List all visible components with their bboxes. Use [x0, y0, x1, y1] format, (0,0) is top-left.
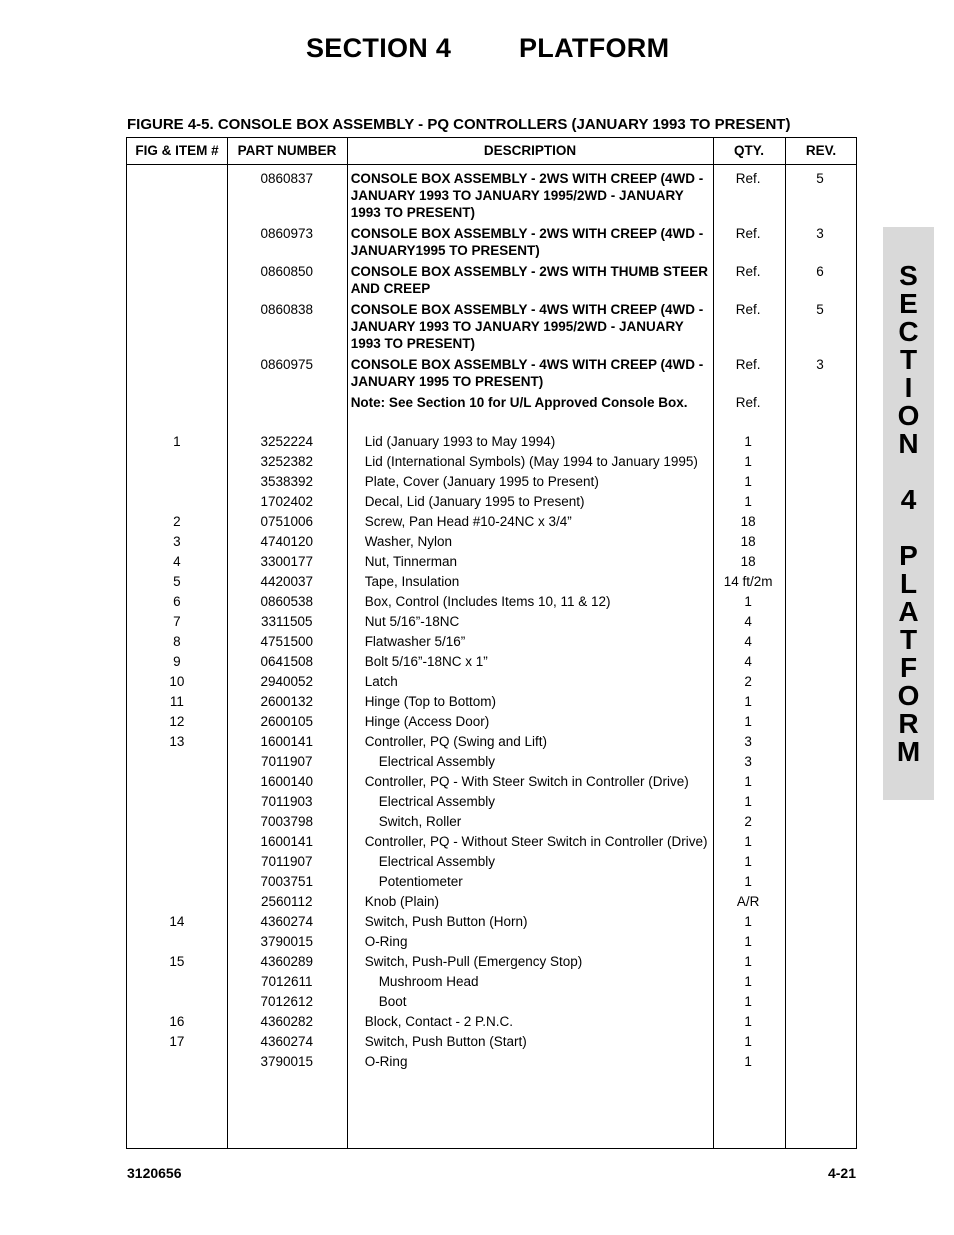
side-tab-letters [883, 227, 934, 766]
fig-item-cell: 16 [169, 1014, 185, 1029]
fig-item-cell: 1 [173, 434, 181, 449]
rev-cell: 3 [816, 357, 824, 372]
fig-item-cell [127, 773, 227, 790]
part-number-cell [227, 394, 347, 411]
rev-cell: 6 [816, 264, 824, 279]
part-number-cell: 0860850 [260, 264, 314, 279]
part-number-cell: 7012611 [260, 974, 313, 989]
qty-cell: 1 [744, 954, 752, 969]
fig-item-cell [127, 225, 227, 259]
qty-cell: 1 [744, 694, 752, 709]
section-side-tab [883, 227, 934, 800]
description-cell: Note: See Section 10 for U/L Approved Console Box. [350, 395, 688, 410]
fig-item-cell [127, 493, 227, 510]
fig-item-cell [127, 170, 227, 221]
description-cell: Electrical Assembly [378, 754, 495, 769]
qty-cell: 18 [740, 554, 756, 569]
part-number-cell: 4360282 [260, 1014, 314, 1029]
rev-cell [784, 653, 856, 670]
side-tab-letter: T [899, 624, 918, 655]
qty-cell: 18 [740, 514, 756, 529]
section-label: SECTION 4 [306, 33, 452, 63]
rev-cell [784, 993, 856, 1010]
side-tab-letter: M [896, 736, 921, 767]
section-name: PLATFORM [519, 33, 670, 63]
description-cell: Washer, Nylon [364, 534, 452, 549]
col-header-qty: QTY. [733, 143, 764, 158]
part-number-cell: 2940052 [260, 674, 314, 689]
description-cell: CONSOLE BOX ASSEMBLY - 4WS WITH CREEP (4WD - JANUARY 1993 TO JANUARY 1995/2WD - JANUARY 1993 TO PRESENT) [350, 302, 704, 351]
description-cell: Lid (International Symbols) (May 1994 to January 1995) [364, 454, 698, 469]
qty-cell: 2 [744, 674, 752, 689]
fig-item-cell [127, 473, 227, 490]
qty-cell: 1 [744, 1054, 752, 1069]
qty-cell: 18 [740, 534, 756, 549]
qty-cell: Ref. [735, 357, 761, 372]
side-tab-letter: 4 [900, 484, 917, 515]
side-tab-letter: P [899, 540, 918, 571]
part-number-cell: 0860538 [260, 594, 314, 609]
table-row [127, 301, 856, 352]
fig-item-cell: 3 [173, 534, 181, 549]
description-cell: Knob (Plain) [364, 894, 439, 909]
table-row [127, 973, 856, 990]
fig-item-cell [127, 873, 227, 890]
part-number-cell: 4360289 [260, 954, 314, 969]
description-cell: Nut 5/16”-18NC [364, 614, 460, 629]
description-cell: Nut, Tinnerman [364, 554, 457, 569]
rev-cell [784, 533, 856, 550]
page-number: 4-21 [827, 1165, 856, 1181]
part-number-cell: 0751006 [260, 514, 314, 529]
part-number-cell: 2600105 [260, 714, 314, 729]
part-number-cell: 0860973 [260, 226, 314, 241]
description-cell: O-Ring [364, 934, 408, 949]
qty-cell: 1 [744, 854, 752, 869]
qty-cell: 4 [744, 614, 752, 629]
fig-item-cell: 11 [169, 694, 184, 709]
table-row [127, 793, 856, 810]
part-number-cell: 0860838 [260, 302, 314, 317]
part-number-cell: 7012612 [260, 994, 314, 1009]
fig-item-cell [127, 973, 227, 990]
col-header-fig: FIG & ITEM # [135, 143, 219, 158]
qty-cell: 14 ft/2m [723, 574, 773, 589]
table-row [127, 356, 856, 390]
rev-cell [784, 953, 856, 970]
fig-item-cell: 13 [169, 734, 185, 749]
part-number-cell: 2600132 [260, 694, 314, 709]
qty-cell: 1 [744, 474, 752, 489]
description-cell: Plate, Cover (January 1995 to Present) [364, 474, 599, 489]
description-cell: Switch, Push Button (Horn) [364, 914, 528, 929]
fig-item-cell [127, 753, 227, 770]
section-title [306, 33, 670, 64]
table-row [127, 873, 856, 890]
rev-cell [784, 1053, 856, 1070]
side-tab-letter: I [904, 372, 913, 403]
fig-item-cell [127, 793, 227, 810]
table-body [127, 165, 856, 1070]
part-number-cell: 4360274 [260, 1034, 314, 1049]
table-row [127, 1013, 856, 1030]
fig-item-cell: 7 [173, 614, 181, 629]
description-cell: Box, Control (Includes Items 10, 11 & 12) [364, 594, 611, 609]
table-row [127, 263, 856, 297]
qty-cell: 1 [744, 974, 752, 989]
side-tab-letter: E [899, 288, 918, 319]
part-number-cell: 3311505 [260, 614, 313, 629]
table-row [127, 933, 856, 950]
qty-cell: 3 [744, 734, 752, 749]
side-tab-letter: A [898, 596, 919, 627]
rev-cell: 5 [816, 302, 824, 317]
table-row [127, 613, 856, 630]
rev-cell [784, 813, 856, 830]
description-cell: CONSOLE BOX ASSEMBLY - 4WS WITH CREEP (4WD - JANUARY 1995 TO PRESENT) [350, 357, 704, 389]
fig-item-cell: 15 [169, 954, 185, 969]
table-row [127, 893, 856, 910]
description-cell: Switch, Roller [378, 814, 462, 829]
part-number-cell: 0641508 [260, 654, 314, 669]
col-header-description: DESCRIPTION [483, 143, 577, 158]
side-tab-letter: F [899, 652, 918, 683]
rev-cell [784, 973, 856, 990]
table-row [127, 394, 856, 411]
table-row [127, 853, 856, 870]
fig-item-cell: 4 [173, 554, 181, 569]
qty-cell: Ref. [735, 264, 761, 279]
table-row [127, 453, 856, 470]
qty-cell: 1 [744, 714, 752, 729]
rev-cell [784, 713, 856, 730]
part-number-cell: 4751500 [260, 634, 314, 649]
table-row [127, 753, 856, 770]
fig-item-cell [127, 453, 227, 470]
fig-item-cell: 6 [173, 594, 181, 609]
description-cell: Decal, Lid (January 1995 to Present) [364, 494, 585, 509]
fig-item-cell [127, 1053, 227, 1070]
qty-cell: 1 [744, 494, 752, 509]
doc-number: 3120656 [127, 1165, 182, 1181]
qty-cell: 1 [744, 454, 752, 469]
table-row [127, 493, 856, 510]
side-tab-letter: S [899, 260, 918, 291]
fig-item-cell: 9 [173, 654, 181, 669]
description-cell: Switch, Push Button (Start) [364, 1034, 527, 1049]
part-number-cell: 3252382 [260, 454, 314, 469]
side-tab-letter: N [898, 428, 919, 459]
qty-cell: 1 [744, 914, 752, 929]
fig-item-cell: 2 [173, 514, 181, 529]
table-row [127, 473, 856, 490]
qty-cell: 1 [744, 934, 752, 949]
fig-item-cell: 12 [169, 714, 185, 729]
parts-table [126, 137, 857, 1149]
description-cell: Hinge (Access Door) [364, 714, 490, 729]
part-number-cell: 7011907 [260, 854, 313, 869]
qty-cell: 4 [744, 654, 752, 669]
rev-cell [784, 593, 856, 610]
rev-cell [784, 913, 856, 930]
part-number-cell: 2560112 [260, 894, 313, 909]
qty-cell: 4 [744, 634, 752, 649]
table-row [127, 993, 856, 1010]
table-row [127, 713, 856, 730]
description-cell: CONSOLE BOX ASSEMBLY - 2WS WITH THUMB STEER AND CREEP [350, 264, 708, 296]
rev-cell [784, 1033, 856, 1050]
fig-item-cell [127, 833, 227, 850]
table-row [127, 225, 856, 259]
description-cell: Electrical Assembly [378, 794, 495, 809]
part-number-cell: 0860837 [260, 171, 314, 186]
description-cell: Block, Contact - 2 P.N.C. [364, 1014, 513, 1029]
rev-cell [784, 573, 856, 590]
rev-cell [784, 513, 856, 530]
rev-cell [784, 613, 856, 630]
table-row [127, 593, 856, 610]
table-row [127, 513, 856, 530]
part-number-cell: 3300177 [260, 554, 314, 569]
side-tab-letter: O [897, 680, 920, 711]
side-tab-letter: L [899, 568, 918, 599]
rev-cell [784, 833, 856, 850]
side-tab-letter: O [897, 400, 920, 431]
table-row [127, 913, 856, 930]
table-row [127, 1053, 856, 1070]
fig-item-cell: 14 [169, 914, 185, 929]
table-row [127, 693, 856, 710]
rev-cell [784, 753, 856, 770]
rev-cell [784, 1013, 856, 1030]
part-number-cell: 4420037 [260, 574, 314, 589]
side-tab-letter: R [898, 708, 919, 739]
qty-cell: Ref. [735, 171, 761, 186]
description-cell: Potentiometer [378, 874, 463, 889]
description-cell: Lid (January 1993 to May 1994) [364, 434, 556, 449]
part-number-cell: 1600141 [260, 834, 314, 849]
rev-cell [784, 453, 856, 470]
rev-cell [784, 773, 856, 790]
table-row [127, 633, 856, 650]
rev-cell [784, 693, 856, 710]
rev-cell [784, 633, 856, 650]
qty-cell: 2 [744, 814, 752, 829]
rev-cell [784, 673, 856, 690]
rev-cell [784, 493, 856, 510]
qty-cell: A/R [736, 894, 760, 909]
description-cell: Controller, PQ (Swing and Lift) [364, 734, 548, 749]
table-row [127, 553, 856, 570]
side-tab-letter: C [898, 316, 919, 347]
qty-cell: 1 [744, 794, 752, 809]
fig-item-cell [127, 813, 227, 830]
fig-item-cell [127, 893, 227, 910]
table-row [127, 1033, 856, 1050]
table-row [127, 433, 856, 450]
fig-item-cell: 10 [169, 674, 185, 689]
description-cell: Electrical Assembly [378, 854, 495, 869]
fig-item-cell [127, 993, 227, 1010]
part-number-cell: 1600141 [260, 734, 314, 749]
fig-item-cell: 5 [173, 574, 181, 589]
description-cell: Screw, Pan Head #10-24NC x 3/4” [364, 514, 572, 529]
part-number-cell: 3252224 [260, 434, 314, 449]
description-cell: Switch, Push-Pull (Emergency Stop) [364, 954, 583, 969]
figure-title: FIGURE 4-5. CONSOLE BOX ASSEMBLY - PQ CONTROLLERS (JANUARY 1993 TO PRESENT) [127, 116, 791, 133]
table-row [127, 673, 856, 690]
table-row [127, 833, 856, 850]
table-row [127, 533, 856, 550]
description-cell: Controller, PQ - Without Steer Switch in Controller (Drive) [364, 834, 708, 849]
rev-cell: 5 [816, 171, 824, 186]
description-cell: Flatwasher 5/16” [364, 634, 466, 649]
table-row [127, 953, 856, 970]
rev-cell [784, 433, 856, 450]
qty-cell: 1 [744, 1034, 752, 1049]
qty-cell: 1 [744, 434, 752, 449]
rev-cell [784, 933, 856, 950]
part-number-cell: 7003798 [260, 814, 314, 829]
rev-cell [784, 733, 856, 750]
rev-cell [784, 893, 856, 910]
rev-cell [784, 553, 856, 570]
part-number-cell: 7011907 [260, 754, 313, 769]
fig-item-cell [127, 301, 227, 352]
part-number-cell: 4740120 [260, 534, 314, 549]
rev-cell [784, 394, 856, 411]
qty-cell: 1 [744, 994, 752, 1009]
rev-cell [784, 853, 856, 870]
qty-cell: Ref. [735, 302, 761, 317]
description-cell: Bolt 5/16”-18NC x 1” [364, 654, 488, 669]
fig-item-cell: 17 [169, 1034, 185, 1049]
part-number-cell: 3790015 [260, 1054, 314, 1069]
qty-cell: Ref. [735, 395, 761, 410]
side-tab-letter: T [899, 344, 918, 375]
part-number-cell: 1702402 [260, 494, 314, 509]
table-row [127, 813, 856, 830]
fig-item-cell [127, 263, 227, 297]
qty-cell: 3 [744, 754, 752, 769]
fig-item-cell: 8 [173, 634, 181, 649]
rev-cell: 3 [816, 226, 824, 241]
qty-cell: 1 [744, 774, 752, 789]
fig-item-cell [127, 356, 227, 390]
description-cell: CONSOLE BOX ASSEMBLY - 2WS WITH CREEP (4WD - JANUARY 1993 TO JANUARY 1995/2WD - JANUARY 1993 TO PRESENT) [350, 171, 704, 220]
table-row [127, 573, 856, 590]
fig-item-cell [127, 853, 227, 870]
part-number-cell: 4360274 [260, 914, 314, 929]
qty-cell: 1 [744, 1014, 752, 1029]
table-row [127, 733, 856, 750]
part-number-cell: 3538392 [260, 474, 314, 489]
part-number-cell: 3790015 [260, 934, 314, 949]
description-cell: Mushroom Head [378, 974, 479, 989]
col-header-rev: REV. [805, 143, 837, 158]
table-row [127, 170, 856, 221]
part-number-cell: 7011903 [260, 794, 313, 809]
description-cell: O-Ring [364, 1054, 408, 1069]
fig-item-cell [127, 933, 227, 950]
rev-cell [784, 873, 856, 890]
rev-cell [784, 473, 856, 490]
rev-cell [784, 793, 856, 810]
qty-cell: 1 [744, 594, 752, 609]
description-cell: Hinge (Top to Bottom) [364, 694, 496, 709]
description-cell: Controller, PQ - With Steer Switch in Controller (Drive) [364, 774, 689, 789]
part-number-cell: 0860975 [260, 357, 314, 372]
description-cell: Latch [364, 674, 398, 689]
part-number-cell: 1600140 [260, 774, 314, 789]
description-cell: Tape, Insulation [364, 574, 460, 589]
col-header-part: PART NUMBER [237, 143, 337, 158]
table-row [127, 773, 856, 790]
table-row [127, 653, 856, 670]
qty-cell: 1 [744, 874, 752, 889]
description-cell: Boot [378, 994, 407, 1009]
fig-item-cell [127, 394, 227, 411]
description-cell: CONSOLE BOX ASSEMBLY - 2WS WITH CREEP (4WD - JANUARY1995 TO PRESENT) [350, 226, 704, 258]
qty-cell: 1 [744, 834, 752, 849]
part-number-cell: 7003751 [260, 874, 314, 889]
qty-cell: Ref. [735, 226, 761, 241]
